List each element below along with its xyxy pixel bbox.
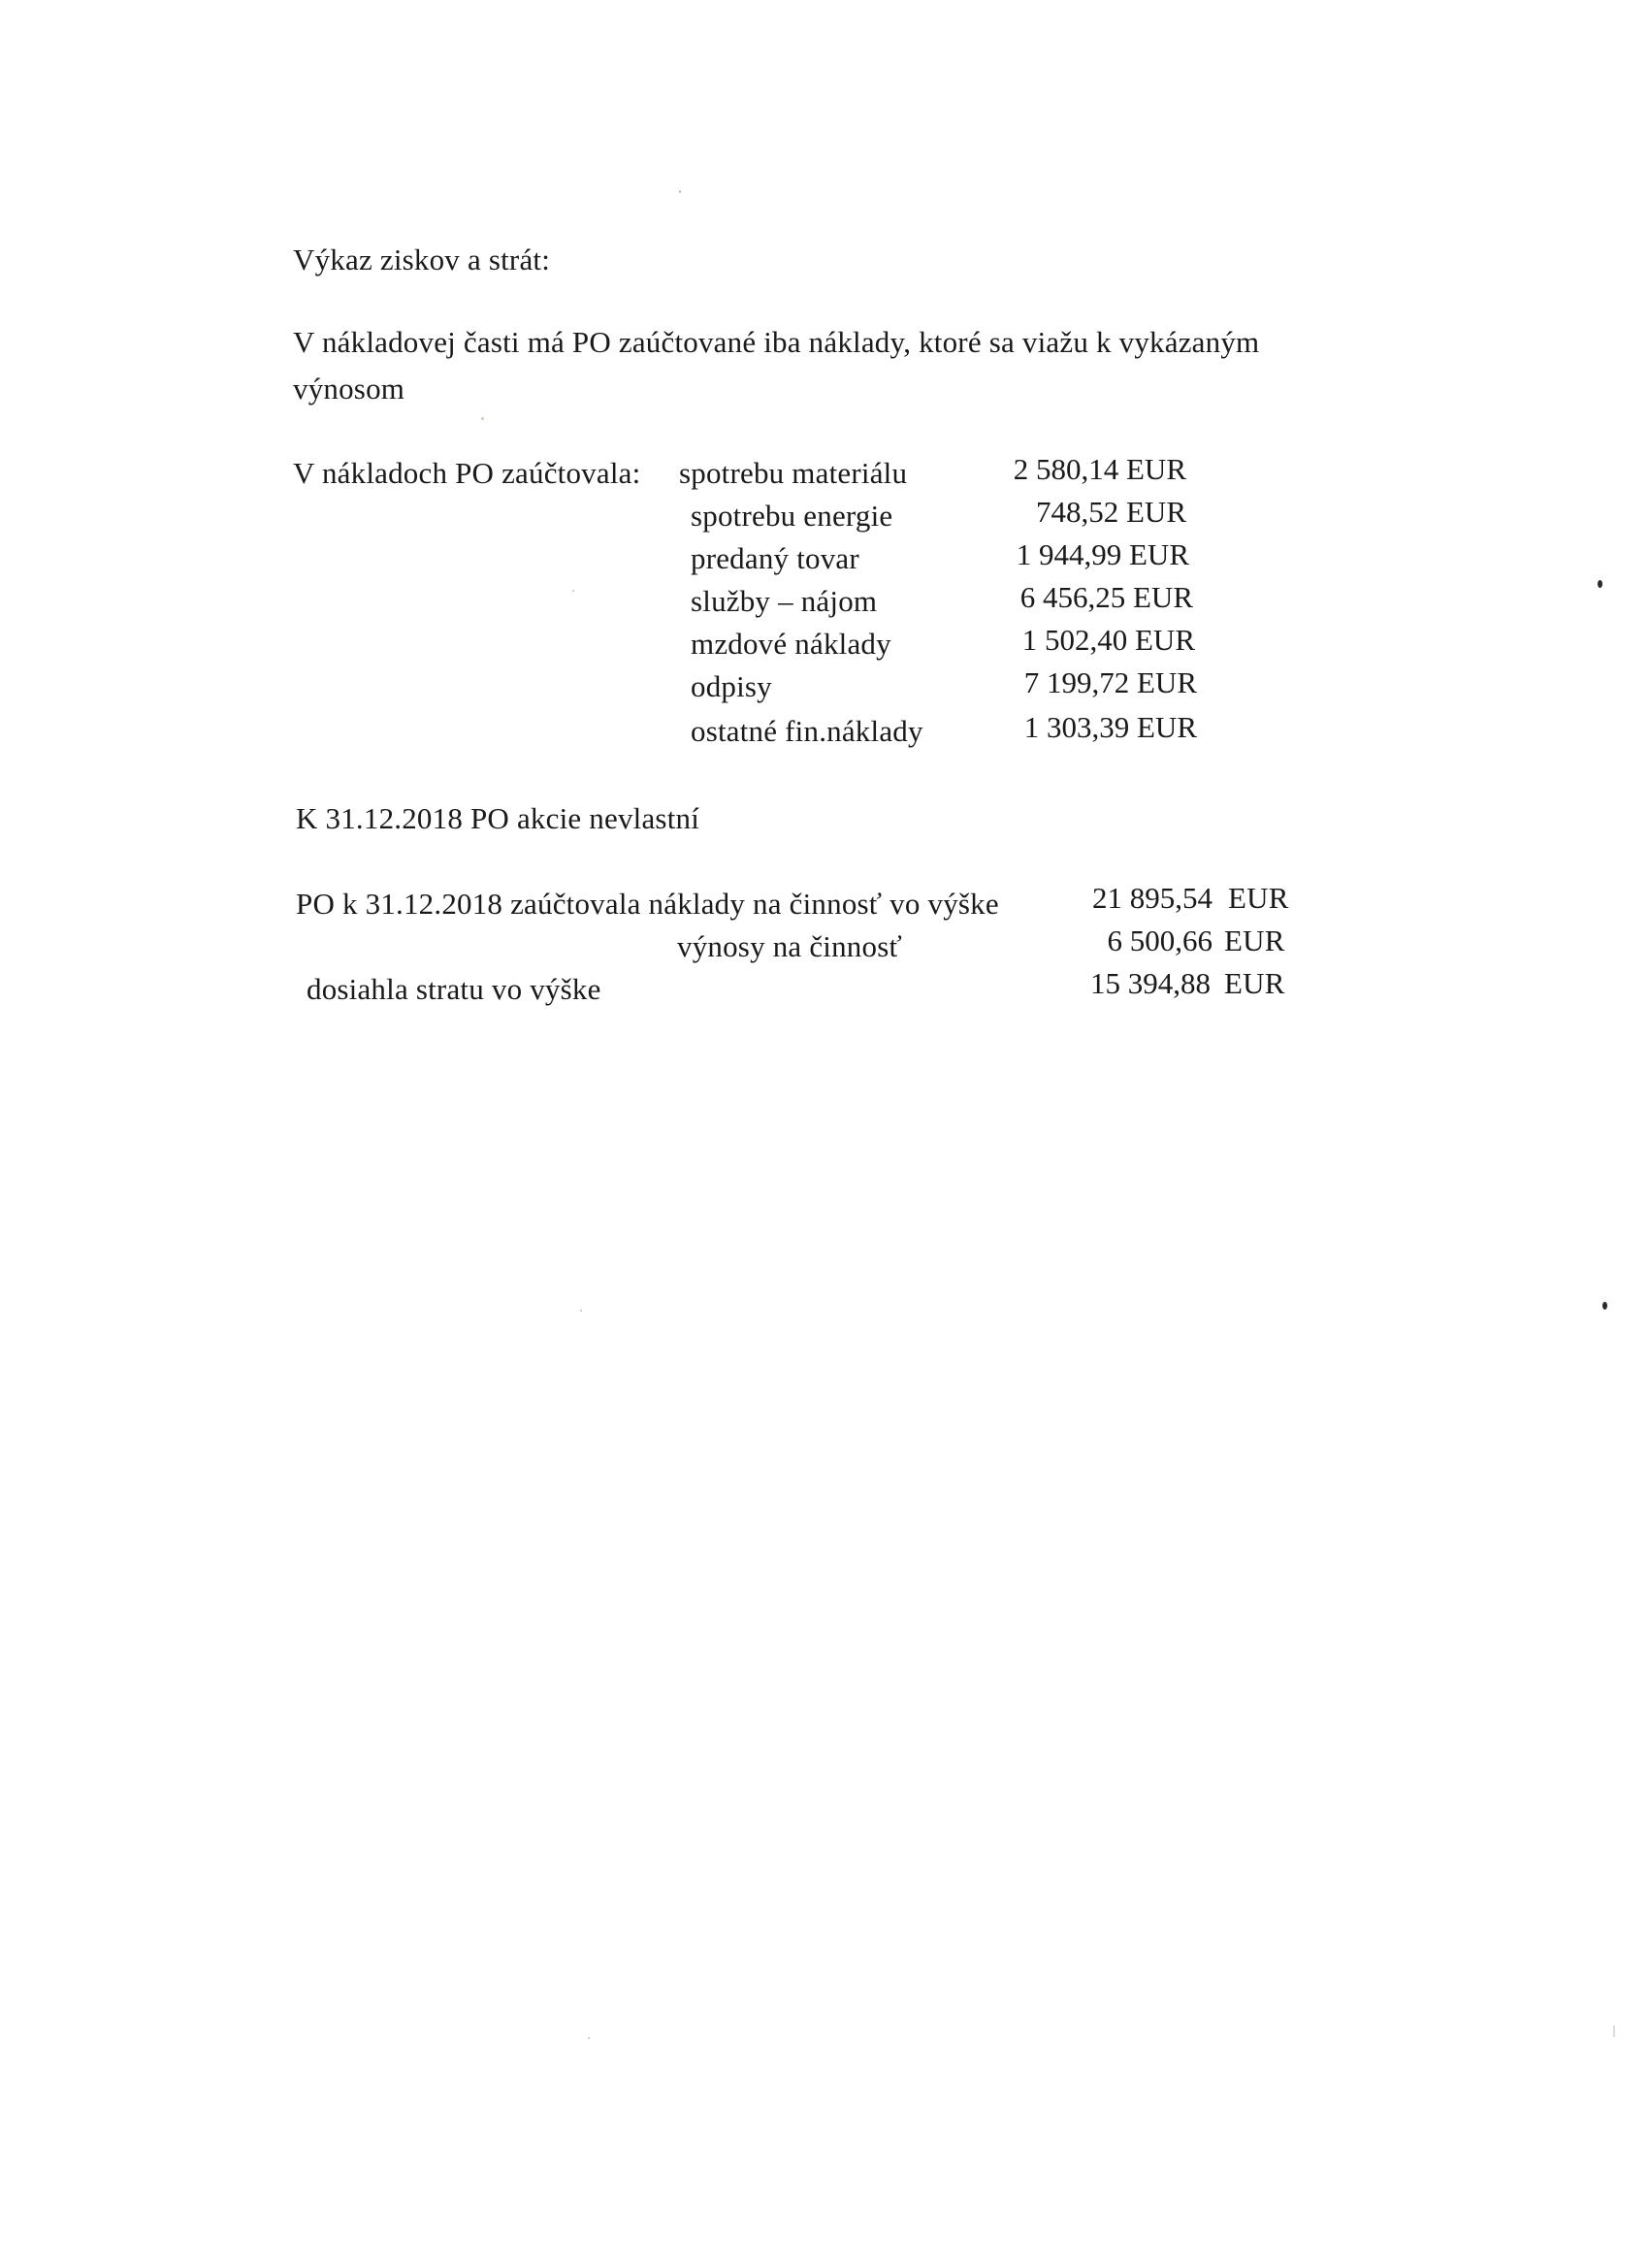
summary-loss-currency: EUR (1224, 966, 1285, 1000)
intro-line-2: výnosom (293, 372, 405, 405)
cost-item-amount: 1 303,39 EUR (1023, 710, 1197, 744)
scan-speck (572, 590, 574, 592)
summary-revenue-text: výnosy na činnosť (677, 929, 902, 963)
intro-line-1: V nákladovej časti má PO zaúčtované iba náklady, ktoré sa viažu k vykázaným (293, 325, 1260, 359)
summary-costs-amount: 21 895,54 (1092, 881, 1212, 915)
cost-item-amount: 1 502,40 EUR (1021, 623, 1195, 657)
cost-item-label: spotrebu materiálu (679, 456, 908, 490)
summary-costs-currency: EUR (1228, 881, 1289, 915)
summary-revenue-currency: EUR (1224, 923, 1285, 957)
cost-item-amount: 2 580,14 EUR (1013, 452, 1186, 486)
summary-costs-text: PO k 31.12.2018 zaúčtovala náklady na činnosť vo výške (296, 887, 999, 921)
cost-item-label: odpisy (691, 669, 772, 703)
scan-speck (481, 417, 484, 420)
scan-speck (1613, 2025, 1615, 2037)
scan-speck (1598, 580, 1602, 588)
scan-speck (679, 190, 681, 193)
summary-loss-amount: 15 394,88 (1090, 966, 1211, 1000)
scan-speck (1602, 1302, 1607, 1310)
summary-revenue-amount: 6 500,66 (1107, 923, 1212, 957)
summary-loss-text: dosiahla stratu vo výške (307, 972, 601, 1006)
heading: Výkaz ziskov a strát: (293, 243, 551, 276)
cost-item-label: mzdové náklady (691, 627, 891, 661)
cost-item-label: predaný tovar (691, 541, 859, 575)
scan-speck (588, 2037, 590, 2039)
cost-item-amount: 7 199,72 EUR (1023, 665, 1197, 699)
cost-item-label: služby – nájom (691, 584, 878, 618)
costs-label: V nákladoch PO zaúčtovala: (293, 456, 641, 490)
cost-item-amount: 1 944,99 EUR (1016, 537, 1189, 571)
cost-item-amount: 748,52 EUR (1036, 495, 1186, 529)
cost-item-label: ostatné fin.náklady (691, 714, 923, 748)
cost-item-amount: 6 456,25 EUR (1019, 580, 1193, 614)
shares-note: K 31.12.2018 PO akcie nevlastní (296, 801, 700, 835)
scan-speck (580, 1310, 582, 1312)
cost-item-label: spotrebu energie (691, 499, 893, 533)
